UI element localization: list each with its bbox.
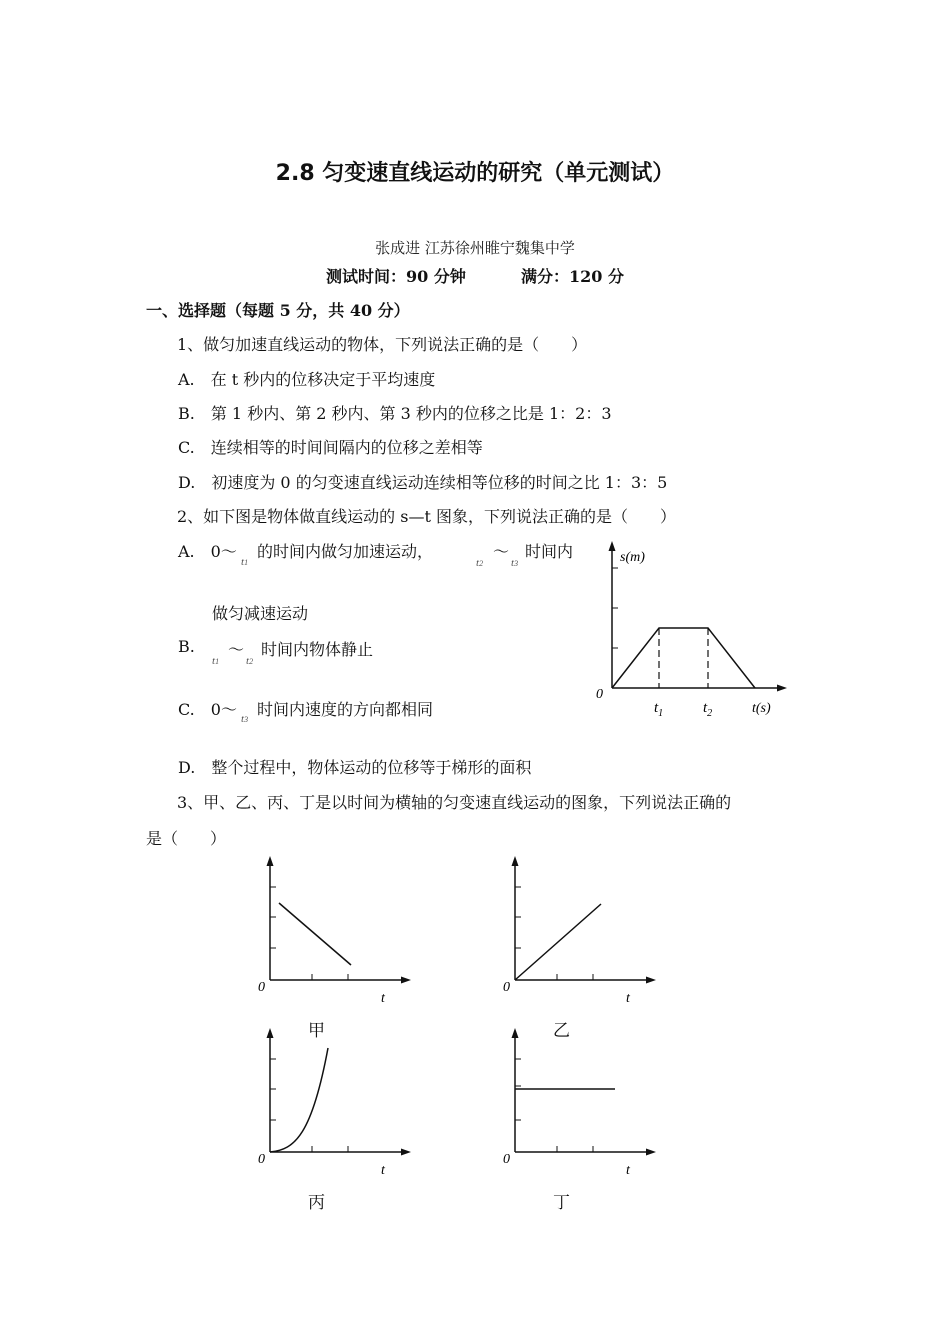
q3-stem-line2: 是（ ） — [146, 829, 227, 848]
q1-option-b: B. 第 1 秒内、第 2 秒内、第 3 秒内的位移之比是 1：2：3 — [178, 404, 612, 423]
x-axis-arrow — [646, 977, 656, 984]
q2-b-tilde: ～ — [228, 640, 245, 659]
t1-label: $t_1$ — [654, 700, 664, 719]
origin-label: 0 — [258, 1152, 265, 1167]
q1-option-a: A. 在 t 秒内的位移决定于平均速度 — [178, 370, 436, 389]
graph-yi — [495, 852, 665, 1012]
q2-option-a — [178, 539, 237, 562]
q2-a-tilde: ～ — [493, 542, 510, 561]
full-score: 满分：120 分 — [521, 267, 624, 286]
origin-label: 0 — [503, 1152, 510, 1167]
graph-line — [515, 904, 601, 980]
q1-option-c: C. 连续相等的时间间隔内的位移之差相等 — [178, 438, 483, 457]
q2-b-t2: t2 — [246, 655, 254, 667]
test-info — [0, 264, 950, 287]
trapezoid-path — [612, 628, 755, 688]
y-axis-arrow — [512, 856, 519, 866]
x-axis-arrow — [646, 1149, 656, 1156]
t2-label: $t_2$ — [703, 700, 713, 719]
q2-option-c-prefix: C. 0～ — [178, 700, 237, 719]
graph-yi-label: 乙 — [553, 1021, 570, 1041]
q2-c-tail: 时间内速度的方向都相同 — [257, 700, 434, 719]
graph-jia-label: 甲 — [308, 1021, 325, 1041]
y-axis-arrow — [512, 1028, 519, 1038]
test-time: 测试时间：90 分钟 — [326, 267, 466, 286]
graph-ding — [495, 1024, 665, 1184]
x-axis-arrow — [401, 1149, 411, 1156]
y-axis-arrow — [267, 856, 274, 866]
x-axis-label: t — [381, 991, 385, 1006]
y-axis-arrow — [609, 541, 616, 551]
origin-label: 0 — [258, 980, 265, 995]
q2-a-t2: t2 — [476, 557, 484, 569]
q2-a-line2: 做匀减速运动 — [212, 604, 309, 623]
x-axis-arrow — [777, 685, 787, 692]
x-axis-label: t — [626, 1163, 630, 1178]
graph-jia — [250, 852, 420, 1012]
x-axis-label: t(s) — [752, 701, 771, 716]
q3-stem-line1: 3、甲、乙、丙、丁是以时间为横轴的匀变速直线运动的图象，下列说法正确的 — [177, 793, 732, 812]
q2-stem: 2、如下图是物体做直线运动的 s—t 图象，下列说法正确的是（ ） — [177, 507, 676, 526]
origin-label: 0 — [503, 980, 510, 995]
q2-option-d: D. 整个过程中，物体运动的位移等于梯形的面积 — [178, 758, 532, 777]
graph-ding-label: 丁 — [553, 1193, 570, 1213]
section-heading: 一、选择题（每题 5 分，共 40 分） — [146, 301, 410, 320]
author-line: 张成进 江苏徐州睢宁魏集中学 — [375, 239, 575, 257]
q2-a-mid: 的时间内做匀加速运动， — [257, 542, 434, 561]
x-axis-label: t — [381, 1163, 385, 1178]
q2-b-tail: 时间内物体静止 — [261, 640, 374, 659]
q1-option-d: D. 初速度为 0 的匀变速直线运动连续相等位移的时间之比 1：3：5 — [178, 473, 668, 492]
q2-b-t1: t1 — [212, 655, 220, 667]
q1-stem: 1、做匀加速直线运动的物体，下列说法正确的是（ ） — [177, 335, 588, 354]
graph-line — [279, 903, 351, 965]
q2-option-b-prefix: B. — [178, 637, 195, 656]
q2-a-tail: 时间内 — [525, 542, 574, 561]
origin-label: 0 — [596, 687, 603, 702]
graph-bing — [250, 1024, 420, 1184]
q2-c-t3: t3 — [241, 713, 249, 725]
q2-a-t3: t3 — [511, 557, 519, 569]
x-axis-label: t — [626, 991, 630, 1006]
graph-curve — [270, 1048, 328, 1152]
graph-bing-label: 丙 — [308, 1193, 325, 1213]
page-title: 2.8 匀变速直线运动的研究（单元测试） — [275, 161, 675, 186]
x-axis-arrow — [401, 977, 411, 984]
y-axis-label: s(m) — [620, 550, 645, 565]
q2-a-t1: t1 — [241, 556, 249, 568]
y-axis-arrow — [267, 1028, 274, 1038]
q2-a-prefix: A. 0～ — [178, 542, 237, 561]
q2-st-graph — [590, 538, 800, 728]
